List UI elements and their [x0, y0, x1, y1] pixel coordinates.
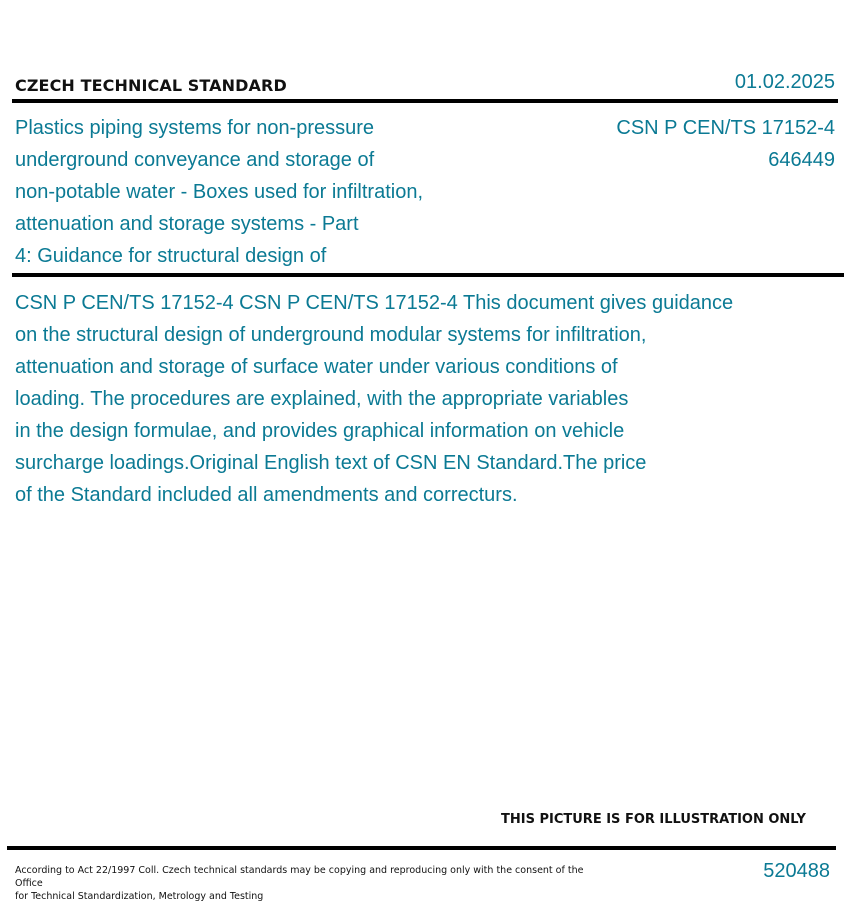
description-line: attenuation and storage of surface water under various conditions of [15, 356, 618, 378]
title-divider [12, 273, 844, 277]
description-line: on the structural design of underground modular systems for infiltration, [15, 324, 647, 346]
standard-title-line: underground conveyance and storage of [15, 149, 375, 171]
standard-description [15, 287, 815, 511]
description-line: CSN P CEN/TS 17152-4 CSN P CEN/TS 17152-4 This document gives guidance [15, 292, 734, 314]
standard-code: CSN P CEN/TS 17152-4 [616, 117, 835, 139]
standard-title [15, 112, 465, 272]
standard-title-line: Plastics piping systems for non-pressure [15, 117, 375, 139]
legal-notice [15, 864, 585, 903]
description-line: surcharge loadings.Original English text of CSN EN Standard.The price [15, 452, 647, 474]
legal-notice-line: According to Act 22/1997 Coll. Czech technical standards may be copying and reproducing only with the consent of the Office [15, 865, 584, 889]
description-line: loading. The procedures are explained, with the appropriate variables [15, 388, 629, 410]
footer-divider [7, 846, 836, 850]
description-line: of the Standard included all amendments and correcturs. [15, 484, 518, 506]
footer-number: 520488 [763, 860, 830, 882]
header-divider [12, 99, 838, 103]
legal-notice-line: for Technical Standardization, Metrology and Testing [15, 891, 264, 902]
document-type-label: CZECH TECHNICAL STANDARD [15, 76, 287, 95]
publication-date: 01.02.2025 [734, 71, 835, 93]
illustration-disclaimer: THIS PICTURE IS FOR ILLUSTRATION ONLY [501, 812, 806, 827]
standard-identifiers [616, 112, 835, 176]
description-line: in the design formulae, and provides graphical information on vehicle [15, 420, 625, 442]
catalog-number: 646449 [768, 149, 835, 171]
standard-title-line: 4: Guidance for structural design of [15, 245, 327, 267]
standard-title-line: attenuation and storage systems - Part [15, 213, 359, 235]
standard-title-line: non-potable water - Boxes used for infiltration, [15, 181, 423, 203]
